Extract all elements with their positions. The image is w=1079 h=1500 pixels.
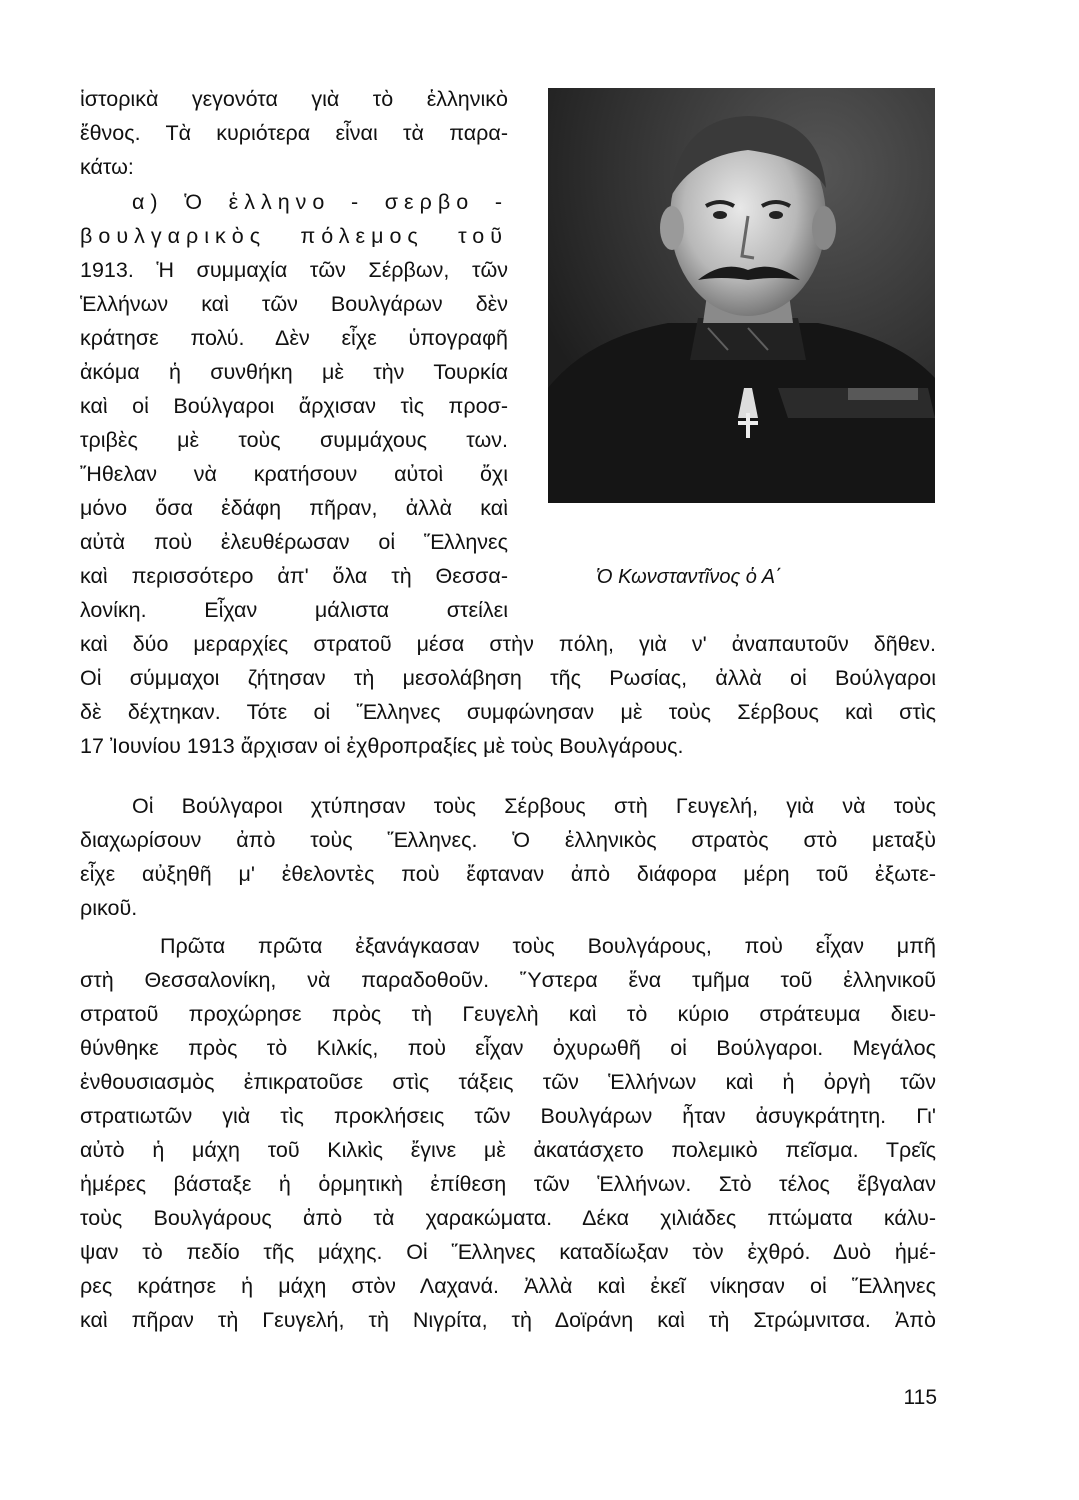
text-line: καὶ περισσότερο ἀπ' ὅλα τὴ Θεσσα- bbox=[80, 564, 508, 588]
photo-caption: Ὁ Κωνσταντῖνος ὁ Α΄ bbox=[596, 566, 782, 588]
text-line: κάτω: bbox=[80, 155, 134, 179]
text-line: λονίκη. Εἶχαν μάλιστα στείλει bbox=[80, 598, 508, 622]
text-line: τριβὲς μὲ τοὺς συμμάχους των. bbox=[80, 428, 508, 452]
text-line: αὐτὰ ποὺ ἐλευθέρωσαν οἱ Ἕλληνες bbox=[80, 530, 508, 554]
text-line: βουλγαρικὸς πόλεμος τοῦ bbox=[80, 224, 508, 248]
text-line: Πρῶτα πρῶτα ἐξανάγκασαν τοὺς Βουλγάρους, ποὺ εἶχαν μπῆ bbox=[160, 934, 936, 958]
text-line: α) Ὁ ἑλληνο - σερβο - bbox=[132, 190, 508, 214]
text-line: καὶ δύο μεραρχίες στρατοῦ μέσα στὴν πόλη, γιὰ ν' ἀναπαυτοῦν δῆθεν. bbox=[80, 632, 936, 656]
text-line: ἐνθουσιασμὸς ἐπικρατοῦσε στὶς τάξεις τῶν Ἑλλήνων καὶ ἡ ὀργὴ τῶν bbox=[80, 1070, 936, 1094]
text-line: Οἱ σύμμαχοι ζήτησαν τὴ μεσολάβηση τῆς Ρωσίας, ἀλλὰ οἱ Βούλγαροι bbox=[80, 666, 936, 690]
text-line: 1913. Ἡ συμμαχία τῶν Σέρβων, τῶν bbox=[80, 258, 508, 282]
text-line: εἶχε αὐξηθῆ μ' ἐθελοντὲς ποὺ ἔφταναν ἀπὸ διάφορα μέρη τοῦ ἐξωτε- bbox=[80, 862, 936, 886]
text-line: ρες κράτησε ἡ μάχη στὸν Λαχανά. Ἀλλὰ καὶ ἐκεῖ νίκησαν οἱ Ἕλληνες bbox=[80, 1274, 936, 1298]
portrait-image bbox=[548, 88, 935, 503]
portrait-photo bbox=[548, 88, 935, 503]
text-line: ἡμέρες βάσταξε ἡ ὁρμητικὴ ἐπίθεση τῶν Ἑλλήνων. Στὸ τέλος ἔβγαλαν bbox=[80, 1172, 936, 1196]
text-line: δὲ δέχτηκαν. Τότε οἱ Ἕλληνες συμφώνησαν μὲ τοὺς Σέρβους καὶ στὶς bbox=[80, 700, 936, 724]
text-line: Ἑλλήνων καὶ τῶν Βουλγάρων δὲν bbox=[80, 292, 508, 316]
text-line: 17 Ἰουνίου 1913 ἄρχισαν οἱ ἐχθροπραξίες μὲ τοὺς Βουλγάρους. bbox=[80, 734, 684, 758]
text-line: ἀκόμα ἡ συνθήκη μὲ τὴν Τουρκία bbox=[80, 360, 508, 384]
text-line: ρικοῦ. bbox=[80, 896, 138, 920]
text-line: ἱστορικὰ γεγονότα γιὰ τὸ ἑλληνικὸ bbox=[80, 87, 508, 111]
text-line: κράτησε πολύ. Δὲν εἶχε ὑπογραφῆ bbox=[80, 326, 508, 350]
text-line: Ἤθελαν νὰ κρατήσουν αὐτοὶ ὄχι bbox=[80, 462, 508, 486]
text-line: στρατιωτῶν γιὰ τὶς προκλήσεις τῶν Βουλγάρων ἦταν ἀσυγκράτητη. Γι' bbox=[80, 1104, 936, 1128]
page-number: 115 bbox=[903, 1386, 937, 1409]
text-line: ψαν τὸ πεδίο τῆς μάχης. Οἱ Ἕλληνες καταδίωξαν τὸν ἐχθρό. Δυὸ ἡμέ- bbox=[80, 1240, 936, 1264]
text-line: αὐτὸ ἡ μάχη τοῦ Κιλκὶς ἔγινε μὲ ἀκατάσχετο πολεμικὸ πεῖσμα. Τρεῖς bbox=[80, 1138, 936, 1162]
text-line: διαχωρίσουν ἀπὸ τοὺς Ἕλληνες. Ὁ ἑλληνικὸς στρατὸς στὸ μεταξὺ bbox=[80, 828, 936, 852]
text-line: θύνθηκε πρὸς τὸ Κιλκίς, ποὺ εἶχαν ὀχυρωθῆ οἱ Βούλγαροι. Μεγάλος bbox=[80, 1036, 936, 1060]
text-line: στρατοῦ προχώρησε πρὸς τὴ Γευγελὴ καὶ τὸ κύριο στράτευμα διευ- bbox=[80, 1002, 936, 1026]
text-line: Οἱ Βούλγαροι χτύπησαν τοὺς Σέρβους στὴ Γευγελή, γιὰ νὰ τοὺς bbox=[132, 794, 936, 818]
text-line: καὶ πῆραν τὴ Γευγελή, τὴ Νιγρίτα, τὴ Δοϊράνη καὶ τὴ Στρώμνιτσα. Ἀπὸ bbox=[80, 1308, 936, 1332]
text-line: μόνο ὅσα ἐδάφη πῆραν, ἀλλὰ καὶ bbox=[80, 496, 508, 520]
text-line: τοὺς Βουλγάρους ἀπὸ τὰ χαρακώματα. Δέκα χιλιάδες πτώματα κάλυ- bbox=[80, 1206, 936, 1230]
text-line: καὶ οἱ Βούλγαροι ἄρχισαν τὶς προσ- bbox=[80, 394, 508, 418]
text-line: ἔθνος. Τὰ κυριότερα εἶναι τὰ παρα- bbox=[80, 121, 508, 145]
text-line: στὴ Θεσσαλονίκη, νὰ παραδοθοῦν. Ὕστερα ἕνα τμῆμα τοῦ ἑλληνικοῦ bbox=[80, 968, 936, 992]
